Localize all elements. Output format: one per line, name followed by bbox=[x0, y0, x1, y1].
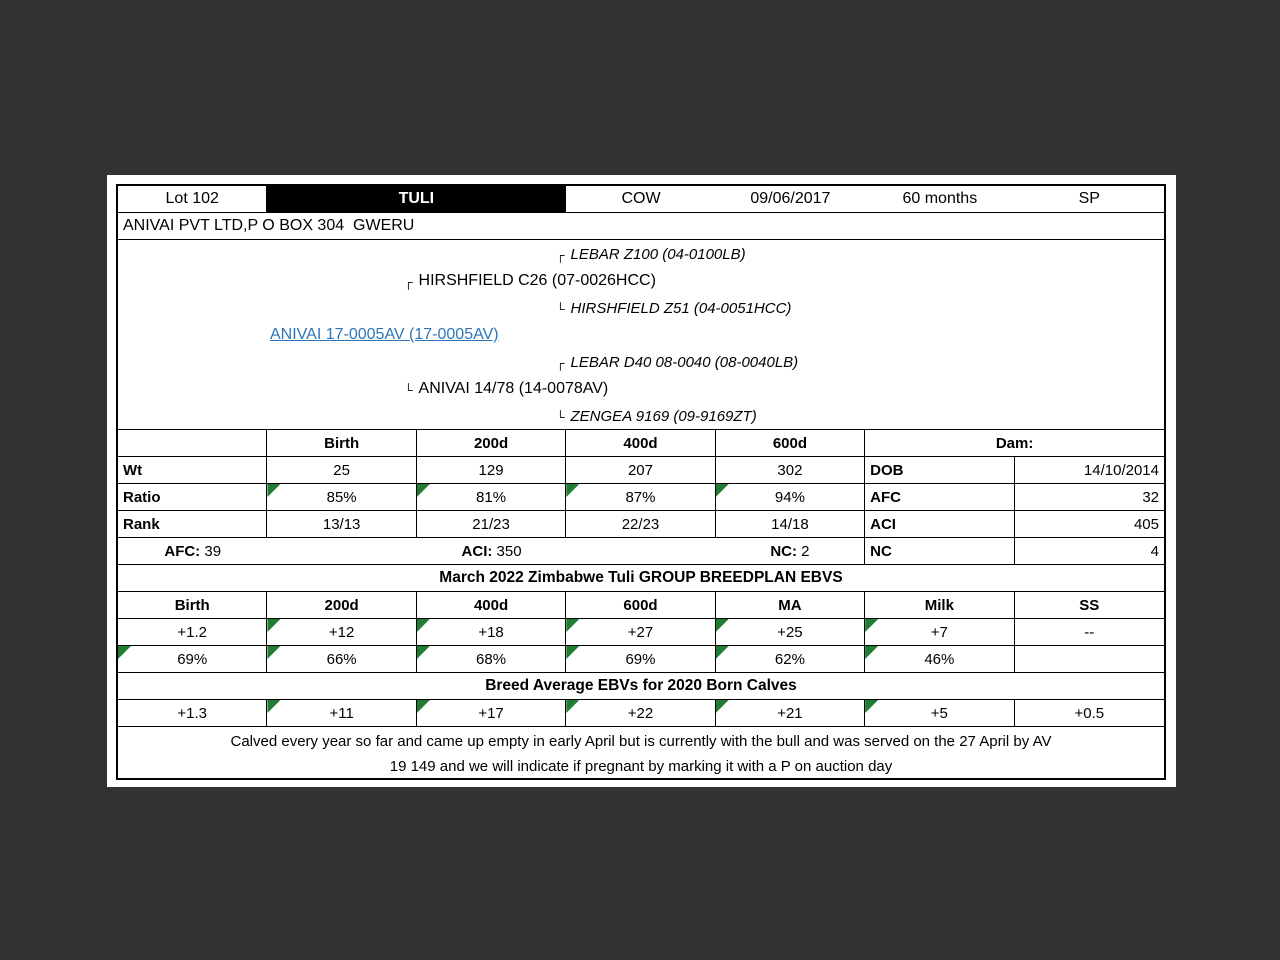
perf-header-200d: 200d bbox=[417, 430, 566, 456]
perf-header-empty bbox=[118, 430, 267, 456]
pedigree-sire-sire-name: LEBAR Z100 (04-0100LB) bbox=[570, 245, 746, 263]
ebv-400d: +18 bbox=[417, 619, 566, 645]
wt-birth: 25 bbox=[267, 457, 416, 483]
dam-nc-value: 4 bbox=[1150, 542, 1159, 560]
pedigree-dam bbox=[404, 379, 608, 399]
avg-milk: +5 bbox=[865, 700, 1014, 726]
pedigree-sire-dam bbox=[556, 298, 791, 318]
pedigree-animal bbox=[270, 325, 499, 345]
avg-600d: +22 bbox=[566, 700, 715, 726]
pedigree-dam-dam-name: ZENGEA 9169 (09-9169ZT) bbox=[570, 407, 757, 425]
ebv-accuracy-row bbox=[118, 646, 1164, 673]
error-flag-icon bbox=[417, 700, 430, 713]
acc-400d: 68% bbox=[417, 646, 566, 672]
avg-200d: +11 bbox=[267, 700, 416, 726]
pedigree-dam-name: ANIVAI 14/78 (14-0078AV) bbox=[418, 380, 609, 397]
error-flag-icon bbox=[716, 700, 729, 713]
avg-birth: +1.3 bbox=[118, 700, 267, 726]
acc-milk: 46% bbox=[865, 646, 1014, 672]
error-flag-icon bbox=[417, 484, 430, 497]
perf-header-row bbox=[118, 430, 1164, 457]
acc-600d: 69% bbox=[566, 646, 715, 672]
note-line-2: 19 149 and we will indicate if pregnant by marking it with a P on auction day bbox=[389, 757, 893, 775]
error-flag-icon bbox=[566, 619, 579, 632]
avg-ma: +21 bbox=[716, 700, 865, 726]
acc-ma: 62% bbox=[716, 646, 865, 672]
error-flag-icon bbox=[865, 619, 878, 632]
error-flag-icon bbox=[417, 646, 430, 659]
rank-600d: 14/18 bbox=[716, 511, 865, 537]
error-flag-icon bbox=[716, 646, 729, 659]
ebv-ss: -- bbox=[1084, 623, 1095, 641]
dam-aci-value: 405 bbox=[1133, 515, 1159, 533]
pedigree-block bbox=[118, 240, 1164, 430]
catalog-page bbox=[107, 175, 1176, 787]
ebv-header-600d: 600d bbox=[566, 592, 715, 618]
perf-summary-row bbox=[118, 538, 1164, 565]
rank-label: Rank bbox=[118, 511, 267, 537]
rank-400d: 22/23 bbox=[566, 511, 715, 537]
dam-aci-label: ACI bbox=[865, 511, 1014, 537]
acc-200d: 66% bbox=[267, 646, 416, 672]
wt-label: Wt bbox=[118, 457, 267, 483]
lot-number: Lot 102 bbox=[118, 186, 267, 212]
dam-bracket-icon: └ bbox=[404, 383, 413, 397]
dam-nc-label: NC bbox=[865, 538, 1014, 564]
ebv-birth: +1.2 bbox=[118, 619, 267, 645]
rank-200d: 21/23 bbox=[417, 511, 566, 537]
ratio-600d: 94% bbox=[716, 484, 865, 510]
ebv-values-row bbox=[118, 619, 1164, 646]
error-flag-icon bbox=[417, 619, 430, 632]
perf-header-400d: 400d bbox=[566, 430, 715, 456]
ebv-ma: +25 bbox=[716, 619, 865, 645]
aci-summary-value: 350 bbox=[496, 542, 522, 560]
error-flag-icon bbox=[267, 619, 280, 632]
ratio-birth: 85% bbox=[267, 484, 416, 510]
ebv-header-row bbox=[118, 592, 1164, 619]
sire-bracket-icon: ┌ bbox=[556, 248, 565, 262]
wt-200d: 129 bbox=[417, 457, 566, 483]
perf-ratio-row bbox=[118, 484, 1164, 511]
acc-birth: 69% bbox=[118, 646, 267, 672]
afc-summary bbox=[118, 538, 267, 564]
ebv-header-ss: SS bbox=[1079, 596, 1100, 614]
ebv-milk: +7 bbox=[865, 619, 1014, 645]
ebv-header-400d: 400d bbox=[417, 592, 566, 618]
pedigree-sire-name: HIRSHFIELD C26 (07-0026HCC) bbox=[418, 272, 656, 289]
error-flag-icon bbox=[716, 619, 729, 632]
dam-bracket-icon: └ bbox=[556, 302, 565, 316]
animal-link[interactable]: ANIVAI 17-0005AV (17-0005AV) bbox=[270, 326, 499, 343]
birth-date: 09/06/2017 bbox=[750, 190, 831, 207]
error-flag-icon bbox=[716, 484, 729, 497]
pedigree-sire-sire bbox=[556, 244, 746, 264]
sex-label: COW bbox=[621, 190, 661, 207]
breed-avg-title: Breed Average EBVs for 2020 Born Calves bbox=[118, 673, 1164, 700]
pedigree-dam-sire bbox=[556, 352, 798, 372]
avg-400d: +17 bbox=[417, 700, 566, 726]
breed-avg-row bbox=[118, 700, 1164, 727]
perf-rank-row bbox=[118, 511, 1164, 538]
error-flag-icon bbox=[118, 646, 131, 659]
error-flag-icon bbox=[566, 646, 579, 659]
error-flag-icon bbox=[267, 700, 280, 713]
lot-sheet bbox=[116, 184, 1166, 780]
sire-bracket-icon: ┌ bbox=[404, 275, 413, 289]
perf-header-dam: Dam: bbox=[995, 434, 1034, 452]
lot-note bbox=[118, 727, 1164, 780]
dam-dob-value: 14/10/2014 bbox=[1083, 461, 1159, 479]
aci-summary bbox=[267, 538, 715, 564]
ebv-title: March 2022 Zimbabwe Tuli GROUP BREEDPLAN EBVS bbox=[118, 565, 1164, 592]
lot-header-row bbox=[118, 186, 1164, 213]
dam-afc-value: 32 bbox=[1142, 488, 1159, 506]
error-flag-icon bbox=[865, 700, 878, 713]
rank-birth: 13/13 bbox=[267, 511, 416, 537]
acc-ss bbox=[1015, 646, 1164, 672]
error-flag-icon bbox=[566, 700, 579, 713]
ratio-400d: 87% bbox=[566, 484, 715, 510]
owner-line: ANIVAI PVT LTD,P O BOX 304 GWERU bbox=[118, 213, 1164, 240]
note-line-1: Calved every year so far and came up empty in early April but is currently with the bull and was served on the 27 April by AV bbox=[230, 732, 1052, 750]
error-flag-icon bbox=[267, 484, 280, 497]
nc-summary bbox=[716, 538, 865, 564]
afc-summary-value: 39 bbox=[204, 542, 222, 560]
age-label: 60 months bbox=[902, 190, 978, 207]
breed-banner: TULI bbox=[267, 186, 566, 212]
dam-afc-label: AFC bbox=[865, 484, 1014, 510]
pedigree-sire bbox=[404, 271, 656, 291]
error-flag-icon bbox=[566, 484, 579, 497]
pedigree-dam-dam bbox=[556, 406, 757, 426]
class-label: SP bbox=[1078, 190, 1100, 207]
perf-header-birth: Birth bbox=[267, 430, 416, 456]
nc-summary-label: NC: bbox=[770, 542, 797, 560]
ebv-header-200d: 200d bbox=[267, 592, 416, 618]
error-flag-icon bbox=[267, 646, 280, 659]
ebv-header-ma: MA bbox=[716, 592, 865, 618]
afc-summary-label: AFC: bbox=[164, 542, 201, 560]
perf-header-600d: 600d bbox=[716, 430, 865, 456]
ebv-header-milk: Milk bbox=[865, 592, 1014, 618]
wt-600d: 302 bbox=[716, 457, 865, 483]
avg-ss: +0.5 bbox=[1074, 704, 1105, 722]
ebv-header-birth: Birth bbox=[118, 592, 267, 618]
aci-summary-label: ACI: bbox=[461, 542, 493, 560]
wt-400d: 207 bbox=[566, 457, 715, 483]
ratio-label: Ratio bbox=[118, 484, 267, 510]
pedigree-dam-sire-name: LEBAR D40 08-0040 (08-0040LB) bbox=[570, 353, 799, 371]
dam-bracket-icon: └ bbox=[556, 410, 565, 424]
ratio-200d: 81% bbox=[417, 484, 566, 510]
sire-bracket-icon: ┌ bbox=[556, 356, 565, 370]
nc-summary-value: 2 bbox=[801, 542, 810, 560]
dam-dob-label: DOB bbox=[865, 457, 1014, 483]
perf-wt-row bbox=[118, 457, 1164, 484]
error-flag-icon bbox=[865, 646, 878, 659]
pedigree-sire-dam-name: HIRSHFIELD Z51 (04-0051HCC) bbox=[570, 299, 792, 317]
ebv-600d: +27 bbox=[566, 619, 715, 645]
ebv-200d: +12 bbox=[267, 619, 416, 645]
